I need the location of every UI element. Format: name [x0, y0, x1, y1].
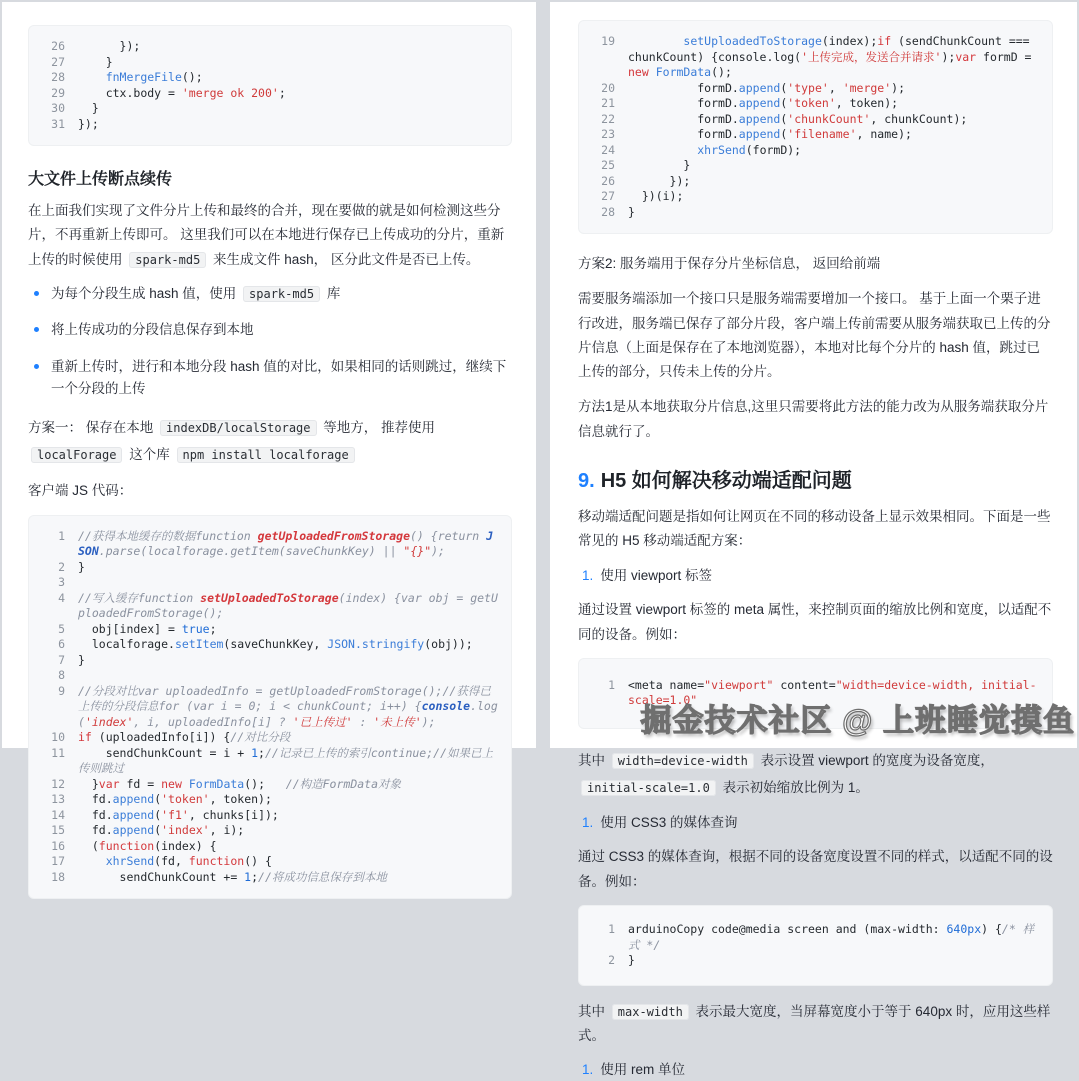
- line-number: 30: [51, 101, 65, 115]
- line-number: 7: [58, 652, 65, 667]
- paragraph-css3: 通过 CSS3 的媒体查询，根据不同的设备宽度设置不同的样式，以适配不同的设备。例如：: [578, 849, 1053, 889]
- inline-code: initial-scale=1.0: [581, 780, 716, 796]
- line-number: 26: [601, 173, 615, 188]
- code-line: 2 }: [39, 560, 499, 576]
- client-js-label: 客户端 JS 代码：: [28, 483, 133, 499]
- line-number: 1: [608, 677, 615, 692]
- code-line: 1 <meta name="viewport" content="width=device-width, initial-scale=1.0": [589, 678, 1040, 709]
- line-number: 13: [51, 792, 65, 807]
- line-number: 29: [51, 85, 65, 100]
- code-line: 28 }: [589, 205, 1040, 221]
- code-line: 1 //获得本地缓存的数据function getUploadedFromStorage() {return JSON.parse(localforage.getItem(saveChunkKey) || "{}");: [39, 529, 499, 560]
- item-number: 1.: [582, 1062, 594, 1078]
- line-number: 3: [58, 575, 65, 590]
- paragraph-plan2: 需要服务端添加一个接口只是服务端需要增加一个接口。 基于上面一个栗子进行改进，服务端已保存了部分片段，客户端上传前需要从服务端获取已上传的分片信息（上面是保存在了本地浏览器），本地对比每个分片的 hash 值，跳过已上传的部分，只传未上传的分片。: [578, 291, 1051, 380]
- document-page-right: [550, 2, 1077, 1078]
- inline-code: indexDB/localStorage: [160, 420, 317, 436]
- code-block-merge-request: [578, 20, 1053, 234]
- code-line: 14 fd.append('f1', chunks[i]);: [39, 808, 499, 824]
- code-line: 17 xhrSend(fd, function() {: [39, 854, 499, 870]
- line-number: 31: [51, 116, 65, 131]
- code-line: 2 }: [589, 953, 1040, 969]
- line-number: 1: [608, 922, 615, 937]
- code-line: 27 })(i);: [589, 189, 1040, 205]
- ordered-item-css3: [578, 812, 1053, 834]
- line-number: 4: [58, 590, 65, 605]
- line-number: 26: [51, 39, 65, 53]
- code-line: 25 }: [589, 158, 1040, 174]
- line-number: 21: [601, 96, 615, 110]
- code-line: 10 if (uploadedInfo[i]) {//对比分段: [39, 730, 499, 746]
- paragraph-media-after: 其中 max-width 表示最大宽度，当屏幕宽度小于等于 640px 时，应用这些样式。: [578, 1003, 1051, 1043]
- code-line: 9 //分段对比var uploadedInfo = getUploadedFromStorage();//获得已上传的分段信息for (var i = 0; i < chunkCount; i++) {console.log('index', i, uploadedInfo[i] ? '已上传过' : '未上传');: [39, 684, 499, 731]
- line-number: 18: [51, 869, 65, 884]
- item-number: 1.: [582, 567, 594, 583]
- code-line: 24 xhrSend(formD);: [589, 143, 1040, 159]
- code-block-client-js: [28, 515, 512, 900]
- code-line: [39, 575, 499, 591]
- line-number: 5: [58, 621, 65, 636]
- item-text: 使用 CSS3 的媒体查询: [600, 814, 738, 830]
- inline-code: spark-md5: [243, 286, 320, 302]
- code-line: 26 });: [589, 174, 1040, 190]
- code-line: 29 ctx.body = 'merge ok 200';: [39, 86, 499, 102]
- code-line: 15 fd.append('index', i);: [39, 823, 499, 839]
- line-number: 14: [51, 807, 65, 822]
- line-number: 9: [58, 683, 65, 698]
- line-number: 19: [601, 34, 615, 48]
- line-number: 28: [601, 204, 615, 219]
- line-number: 27: [51, 54, 65, 69]
- list-item: [28, 356, 512, 399]
- code-block-merge-server: [28, 25, 512, 146]
- bullet-list: [28, 283, 512, 399]
- code-line: 20 formD.append('type', 'merge');: [589, 81, 1040, 97]
- line-number: 2: [58, 559, 65, 574]
- line-number: 25: [601, 158, 615, 172]
- ordered-item-viewport: [578, 565, 1053, 587]
- item-text: 使用 viewport 标签: [600, 567, 713, 583]
- code-line: 6 localforage.setItem(saveChunkKey, JSON.stringify(obj));: [39, 637, 499, 653]
- line-number: 2: [608, 953, 615, 968]
- line-number: 1: [58, 528, 65, 543]
- paragraph-viewport: 通过设置 viewport 标签的 meta 属性，来控制页面的缩放比例和宽度，以适配不同的设备。例如：: [578, 602, 1052, 642]
- paragraph-intro: 在上面我们实现了文件分片上传和最终的合并，现在要做的就是如何检测这些分片，不再重新上传即可。 这里我们可以在本地进行保存已上传成功的分片，重新上传的时候使用 spark-md5 来生成文件 hash， 区分此文件是否已上传。: [28, 203, 505, 267]
- code-line: 28 fnMergeFile();: [39, 70, 499, 86]
- paragraph-method1: 方法1是从本地获取分片信息,这里只需要将此方法的能力改为从服务端获取分片信息就行了。: [578, 399, 1049, 439]
- code-line: 5 obj[index] = true;: [39, 622, 499, 638]
- code-line: 12 }var fd = new FormData(); //构造FormData对象: [39, 777, 499, 793]
- line-number: 8: [58, 668, 65, 683]
- watermark: 掘金技术社区 @ 上班睡觉摸鱼: [640, 703, 1075, 738]
- code-line: 26 });: [39, 39, 499, 55]
- list-item: [28, 283, 512, 305]
- bullet-icon: [34, 327, 39, 332]
- inline-code: width=device-width: [612, 753, 754, 769]
- code-line: 11 sendChunkCount = i + 1;//记录已上传的索引continue;//如果已上传则跳过: [39, 746, 499, 777]
- code-line: 16 (function(index) {: [39, 839, 499, 855]
- heading-number: 9.: [578, 470, 595, 493]
- bullet-icon: [34, 364, 39, 369]
- list-item: [28, 319, 512, 341]
- code-line: 4 //写入缓存function setUploadedToStorage(index) {var obj = getUploadedFromStorage();: [39, 591, 499, 622]
- section-heading-resume-upload: 大文件上传断点续传: [28, 171, 173, 188]
- code-line: 13 fd.append('token', token);: [39, 792, 499, 808]
- code-block-media-query: [578, 905, 1053, 986]
- inline-code: npm install localforage: [177, 447, 355, 463]
- paragraph-plan1: 方案一： 保存在本地 indexDB/localStorage 等地方， 推荐使用 localForage 这个库 npm install localforage: [28, 420, 436, 463]
- line-number: 22: [601, 111, 615, 126]
- paragraph-viewport-after: 其中 width=device-width 表示设置 viewport 的宽度为设备宽度， initial-scale=1.0 表示初始缩放比例为 1。: [578, 752, 994, 795]
- line-number: 28: [51, 70, 65, 84]
- line-number: 15: [51, 823, 65, 838]
- inline-code: spark-md5: [129, 252, 206, 268]
- line-number: 23: [601, 127, 615, 141]
- code-line: 1 arduinoCopy code@media screen and (max-width: 640px) {/* 样式 */: [589, 922, 1040, 953]
- list-item-text: 将上传成功的分段信息保存到本地: [51, 322, 254, 338]
- document-page-left: [2, 2, 536, 884]
- item-number: 1.: [582, 814, 594, 830]
- paragraph-adaptation-intro: 移动端适配问题是指如何让网页在不同的移动设备上显示效果相同。下面是一些常见的 H5 移动端适配方案：: [578, 509, 1051, 549]
- paragraph-plan2-title: 方案2: 服务端用于保存分片坐标信息， 返回给前端: [578, 256, 881, 271]
- line-number: 12: [51, 776, 65, 791]
- code-line: 23 formD.append('filename', name);: [589, 127, 1040, 143]
- code-line: [39, 668, 499, 684]
- code-line: 19 setUploadedToStorage(index);if (sendChunkCount === chunkCount) {console.log('上传完成，发送合并请求');var formD = new FormData();: [589, 34, 1040, 81]
- code-line: 21 formD.append('token', token);: [589, 96, 1040, 112]
- line-number: 27: [601, 189, 615, 203]
- line-number: 10: [51, 730, 65, 745]
- line-number: 20: [601, 80, 615, 95]
- line-number: 16: [51, 838, 65, 853]
- code-line: 18 sendChunkCount += 1;//将成功信息保存到本地: [39, 870, 499, 886]
- code-line: 31 });: [39, 117, 499, 133]
- line-number: 17: [51, 854, 65, 869]
- code-line: 27 }: [39, 55, 499, 71]
- section-heading-h5-adaptation: [578, 464, 1053, 493]
- heading-text: H5 如何解决移动端适配问题: [600, 470, 852, 493]
- list-item-text: 重新上传时，进行和本地分段 hash 值的对比，如果相同的话则跳过，继续下一个分段的上传: [51, 359, 507, 396]
- line-number: 6: [58, 637, 65, 652]
- line-number: 11: [51, 745, 65, 760]
- item-text: 使用 rem 单位: [600, 1062, 686, 1078]
- inline-code: localForage: [31, 447, 122, 463]
- ordered-item-rem: [578, 1059, 1053, 1081]
- code-line: 22 formD.append('chunkCount', chunkCount);: [589, 112, 1040, 128]
- inline-code: max-width: [612, 1004, 689, 1020]
- list-item-text: 为每个分段生成 hash 值，使用 spark-md5 库: [51, 285, 341, 301]
- bullet-icon: [34, 291, 39, 296]
- line-number: 24: [601, 142, 615, 157]
- code-line: 30 }: [39, 101, 499, 117]
- code-line: 7 }: [39, 653, 499, 669]
